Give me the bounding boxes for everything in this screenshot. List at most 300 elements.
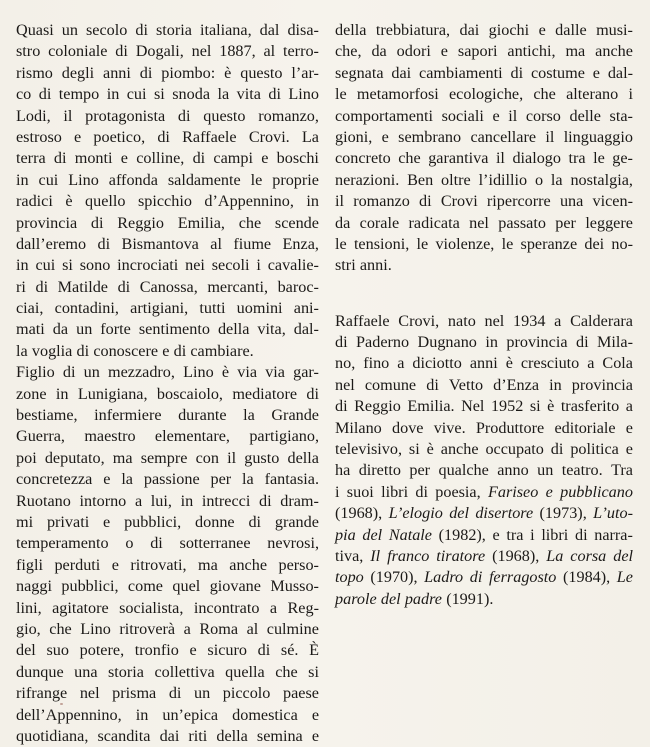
- word: antichi,: [507, 42, 556, 61]
- text-line: [335, 460, 633, 481]
- text-line: [16, 255, 319, 276]
- word: Lino: [80, 619, 111, 638]
- word: l’idillio: [478, 170, 528, 189]
- word: di: [97, 234, 111, 253]
- word: Reggio: [117, 213, 164, 232]
- word: Crovi.: [248, 127, 290, 146]
- word: padre: [404, 589, 442, 608]
- word: e: [538, 21, 546, 39]
- word: odori: [396, 42, 431, 61]
- word: (1991).: [446, 589, 494, 608]
- word: il: [545, 127, 555, 146]
- word: infermiere: [94, 406, 162, 425]
- text-line: [16, 298, 319, 319]
- word: di: [335, 397, 348, 416]
- word: passione: [143, 470, 200, 489]
- text-line: [335, 41, 633, 62]
- paper-speck: [60, 703, 63, 705]
- word: è: [505, 354, 513, 373]
- word: di: [38, 85, 52, 104]
- word: speranze: [520, 234, 578, 253]
- word: (1968),: [335, 504, 383, 523]
- word: Cola: [602, 354, 633, 373]
- word: parole: [335, 589, 377, 608]
- word: un: [76, 320, 93, 339]
- word: Dugnano: [417, 333, 477, 352]
- word: di: [550, 440, 564, 459]
- word: piccolo: [222, 684, 271, 703]
- word: potere,: [79, 641, 125, 660]
- word: Paderno: [356, 333, 410, 352]
- word: poesia,: [435, 482, 481, 501]
- word: italiana,: [199, 21, 252, 39]
- word: provincia: [16, 213, 78, 232]
- word: Canossa,: [139, 277, 198, 296]
- word: ani-: [293, 299, 319, 318]
- word: al: [263, 42, 276, 61]
- word: e: [103, 512, 111, 531]
- word: dal-: [607, 63, 633, 82]
- word: no-: [611, 234, 633, 253]
- word: e: [311, 705, 319, 724]
- word: di: [248, 512, 262, 531]
- word: terra: [16, 149, 46, 168]
- word: dai: [459, 21, 480, 39]
- word: terro-: [283, 42, 319, 61]
- word: snoda: [172, 85, 211, 104]
- word: sotterranee: [179, 534, 251, 553]
- word: cui: [38, 170, 59, 189]
- word: del: [380, 589, 401, 608]
- word: il: [227, 448, 237, 467]
- word: vita: [236, 85, 261, 104]
- text-line: [335, 439, 633, 460]
- word: il: [63, 106, 73, 125]
- word: proprie: [272, 170, 319, 189]
- text-line: [16, 598, 319, 619]
- word: paese: [282, 684, 319, 703]
- word: via: [265, 363, 285, 382]
- word: Roma: [199, 619, 239, 638]
- word: franco: [387, 546, 430, 565]
- word: incrociati: [117, 256, 179, 275]
- word: disertore: [475, 504, 534, 523]
- word: di: [426, 375, 439, 394]
- text-line: [16, 469, 319, 490]
- word: ri: [16, 277, 26, 296]
- word: bestiame,: [16, 406, 78, 425]
- text-line: [335, 375, 633, 396]
- word: sociali: [441, 106, 484, 125]
- word: i: [628, 85, 633, 104]
- word: figli: [16, 555, 43, 574]
- word: qualche: [438, 461, 489, 480]
- word: ma: [565, 42, 586, 61]
- word: d’Enza: [493, 375, 540, 394]
- word: del: [449, 504, 469, 523]
- word: (1982),: [438, 525, 486, 544]
- synopsis-column-left: [16, 20, 319, 747]
- word: un: [193, 684, 211, 703]
- word: Fariseo: [487, 482, 539, 501]
- word: trebbiatura,: [375, 21, 451, 39]
- word: tra: [568, 149, 586, 168]
- text-line: [16, 170, 319, 191]
- word: di: [259, 491, 272, 510]
- text-line: [16, 426, 319, 447]
- word: e: [189, 641, 197, 660]
- word: e: [74, 127, 82, 146]
- word: e: [625, 440, 633, 459]
- word: per: [210, 470, 232, 489]
- word: boscaiolo,: [156, 384, 223, 403]
- text-line: [16, 127, 319, 148]
- text-line: [16, 726, 319, 747]
- word: di: [469, 568, 483, 587]
- word: di: [419, 192, 432, 211]
- word: spicchio: [137, 192, 192, 211]
- text-line: [16, 213, 319, 234]
- text-line: [16, 576, 319, 597]
- word: Milano: [335, 418, 382, 437]
- word: contadini,: [54, 299, 119, 318]
- word: saldamente: [167, 170, 241, 189]
- word: le: [593, 149, 605, 168]
- word: poetico,: [93, 127, 146, 146]
- text-line: [335, 589, 633, 610]
- word: tiva,: [335, 546, 364, 565]
- word: che,: [335, 42, 362, 61]
- word: anche: [595, 42, 633, 61]
- word: questo: [240, 63, 283, 82]
- text-line: [335, 567, 633, 588]
- word: degli: [61, 63, 95, 82]
- word: cui: [35, 256, 56, 275]
- word: i: [530, 525, 535, 544]
- text-line: [335, 503, 633, 524]
- word: di: [150, 534, 163, 553]
- text-line: [335, 546, 633, 567]
- word: il: [335, 192, 344, 211]
- word: a: [269, 598, 278, 617]
- word: L’elogio: [388, 504, 443, 523]
- word: boschi: [276, 149, 319, 168]
- word: editoriale: [554, 418, 616, 437]
- word: poi: [16, 448, 37, 467]
- word: corso: [525, 106, 561, 125]
- word: ciai,: [16, 299, 44, 318]
- word: incontrato: [193, 598, 260, 617]
- word: è: [426, 440, 434, 459]
- word: del: [362, 525, 383, 544]
- word: i: [256, 256, 261, 275]
- text-line: [16, 448, 319, 469]
- word: Quasi: [16, 21, 54, 39]
- word: a: [625, 397, 633, 416]
- word: vita,: [257, 320, 286, 339]
- word: di: [76, 341, 90, 360]
- word: quel: [172, 577, 201, 596]
- word: forte: [100, 320, 131, 339]
- text-line: [335, 311, 633, 332]
- word: intrecci: [201, 491, 251, 510]
- word: dalle: [555, 21, 587, 39]
- word: a: [134, 491, 143, 510]
- word: mati: [16, 320, 45, 339]
- word: Tra: [611, 461, 633, 480]
- word: la: [217, 85, 230, 104]
- word: in: [106, 85, 120, 104]
- word: di: [177, 106, 191, 125]
- word: Reggio: [354, 397, 401, 416]
- word: gusto: [244, 448, 280, 467]
- word: nerazioni.: [335, 170, 400, 189]
- word: per: [409, 461, 431, 480]
- word: culmine: [266, 619, 319, 638]
- word: sicuro: [207, 641, 247, 660]
- text-line: [16, 491, 319, 512]
- word: nevrosi,: [267, 534, 319, 553]
- text-line: [16, 277, 319, 298]
- word: storia: [108, 662, 144, 681]
- word: conoscere: [93, 341, 159, 360]
- word: di: [574, 525, 588, 544]
- word: garantiva: [428, 149, 489, 168]
- word: le: [250, 170, 263, 189]
- word: una: [74, 662, 98, 681]
- word: o: [125, 534, 134, 553]
- word: partigiano,: [249, 427, 319, 446]
- word: alterano: [566, 85, 619, 104]
- word: 1887,: [219, 42, 256, 61]
- word: Ladro: [424, 568, 464, 587]
- word: mediatore: [232, 384, 298, 403]
- word: no,: [335, 354, 356, 373]
- word: Guerra,: [16, 427, 65, 446]
- word: Lino: [68, 170, 99, 189]
- word: anni.: [359, 256, 392, 275]
- word: la: [550, 170, 563, 189]
- word: Crovi: [440, 192, 478, 211]
- text-line: [16, 84, 319, 105]
- word: sta-: [609, 106, 633, 125]
- word: la: [16, 341, 28, 360]
- text-line: [335, 148, 633, 169]
- word: è: [547, 397, 555, 416]
- word: si: [153, 85, 165, 104]
- text-line: [16, 106, 319, 127]
- word: nel: [335, 375, 355, 394]
- text-line: [335, 84, 633, 105]
- word: in: [485, 333, 498, 352]
- word: da: [335, 213, 351, 232]
- word: secolo: [85, 21, 128, 39]
- word: comune: [364, 375, 417, 394]
- word: della: [287, 448, 319, 467]
- word: tra: [506, 525, 524, 544]
- word: lini,: [16, 598, 42, 617]
- word: ritroverà: [119, 619, 176, 638]
- word: da: [371, 42, 387, 61]
- word: intorno: [79, 491, 127, 510]
- word: Lino: [183, 363, 214, 382]
- word: nato: [447, 311, 476, 330]
- word: scende: [274, 213, 319, 232]
- word: temperamento: [16, 534, 109, 553]
- word: sé.: [280, 641, 299, 660]
- word: Musso-: [270, 577, 319, 596]
- word: si: [529, 397, 541, 416]
- text-line: [16, 319, 319, 340]
- word: colline,: [136, 149, 185, 168]
- word: Crovi,: [398, 311, 440, 330]
- word: in: [16, 256, 29, 275]
- word: quello: [85, 192, 126, 211]
- word: Raffaele: [335, 311, 390, 330]
- word: televisivo,: [335, 440, 402, 459]
- word: dialogo: [512, 149, 561, 168]
- word: violenze,: [435, 234, 495, 253]
- word: voglia: [31, 341, 73, 360]
- word: 1952: [490, 397, 524, 416]
- word: Lunigiana,: [77, 384, 148, 403]
- word: cambiare.: [190, 341, 254, 360]
- text-line: [335, 127, 633, 148]
- word: anche: [440, 440, 479, 459]
- word: durante: [178, 406, 227, 425]
- text-line: [16, 362, 319, 383]
- word: i: [335, 482, 340, 501]
- word: Matilde: [57, 277, 108, 296]
- text-line: [16, 384, 319, 405]
- word: La: [546, 546, 564, 565]
- word: concreto: [335, 149, 391, 168]
- word: ritrovati,: [130, 555, 187, 574]
- word: del: [613, 546, 633, 565]
- word: donne: [195, 512, 235, 531]
- word: libri: [381, 482, 409, 501]
- word: dal: [259, 21, 280, 39]
- word: una: [559, 192, 584, 211]
- word: le: [335, 85, 347, 104]
- word: in: [55, 384, 69, 403]
- word: di: [135, 21, 148, 39]
- word: agitatore: [52, 598, 109, 617]
- word: (1968),: [492, 546, 540, 565]
- word: Dogali,: [135, 42, 184, 61]
- word: di: [173, 341, 187, 360]
- text-line: [335, 255, 633, 276]
- text-line: [335, 234, 633, 255]
- word: dai: [391, 63, 412, 82]
- word: topo: [335, 568, 364, 587]
- word: suoi: [346, 482, 374, 501]
- word: di: [168, 684, 182, 703]
- word: tutti: [199, 299, 226, 318]
- word: Raffaele: [182, 127, 237, 146]
- word: Mila-: [597, 333, 633, 352]
- word: è: [221, 363, 230, 382]
- word: e: [120, 149, 128, 168]
- word: o: [534, 170, 544, 189]
- word: ge-: [612, 149, 633, 168]
- word: di: [575, 333, 589, 352]
- word: ripercorre: [486, 192, 551, 211]
- word: semina: [256, 726, 303, 745]
- word: che: [533, 85, 556, 104]
- word: di: [90, 213, 104, 232]
- word: di: [139, 63, 153, 82]
- word: pia: [335, 525, 356, 544]
- author-biography: [335, 311, 633, 610]
- word: vicen-: [592, 192, 633, 211]
- word: Natale: [388, 525, 432, 544]
- word: un: [83, 363, 100, 382]
- word: monti: [74, 149, 113, 168]
- word: vive.: [433, 418, 466, 437]
- word: artigiani,: [130, 299, 189, 318]
- word: stro: [16, 42, 41, 61]
- word: quotidiana,: [16, 726, 89, 745]
- word: che: [398, 149, 421, 168]
- word: con: [195, 448, 219, 467]
- word: e: [492, 525, 500, 544]
- word: e: [440, 42, 448, 61]
- word: ha: [335, 461, 351, 480]
- word: segnata: [335, 63, 384, 82]
- word: dell’Appennino,: [16, 705, 122, 724]
- word: domestica: [232, 705, 298, 724]
- word: la: [243, 406, 255, 425]
- word: della: [335, 21, 367, 39]
- text-line: [335, 396, 633, 417]
- word: di: [53, 149, 67, 168]
- word: tensioni,: [353, 234, 410, 253]
- word: tiratore: [436, 546, 486, 565]
- word: in: [135, 705, 149, 724]
- text-line: [16, 20, 319, 41]
- word: di: [415, 482, 428, 501]
- word: che: [49, 619, 72, 638]
- word: quella: [225, 662, 265, 681]
- word: un: [61, 21, 78, 39]
- word: oltre: [441, 170, 471, 189]
- word: via: [237, 363, 258, 382]
- word: che: [275, 662, 298, 681]
- word: in: [306, 192, 319, 211]
- section-gap: [335, 277, 633, 311]
- word: secoli: [211, 256, 250, 275]
- word: dunque: [16, 662, 64, 681]
- word: gio,: [16, 619, 41, 638]
- text-line: [16, 683, 319, 704]
- word: di: [62, 363, 76, 382]
- text-line: [335, 170, 633, 191]
- word: dram-: [280, 491, 319, 510]
- word: di: [115, 42, 128, 61]
- word: concretezza: [16, 470, 93, 489]
- word: nei: [185, 256, 205, 275]
- word: grande: [274, 512, 319, 531]
- word: uomini: [236, 299, 283, 318]
- word: sono: [79, 256, 111, 275]
- text-line: [335, 418, 633, 439]
- word: naggi: [16, 577, 52, 596]
- word: si: [62, 256, 73, 275]
- text-line: [16, 555, 319, 576]
- word: stri: [335, 256, 356, 275]
- word: per: [555, 213, 576, 232]
